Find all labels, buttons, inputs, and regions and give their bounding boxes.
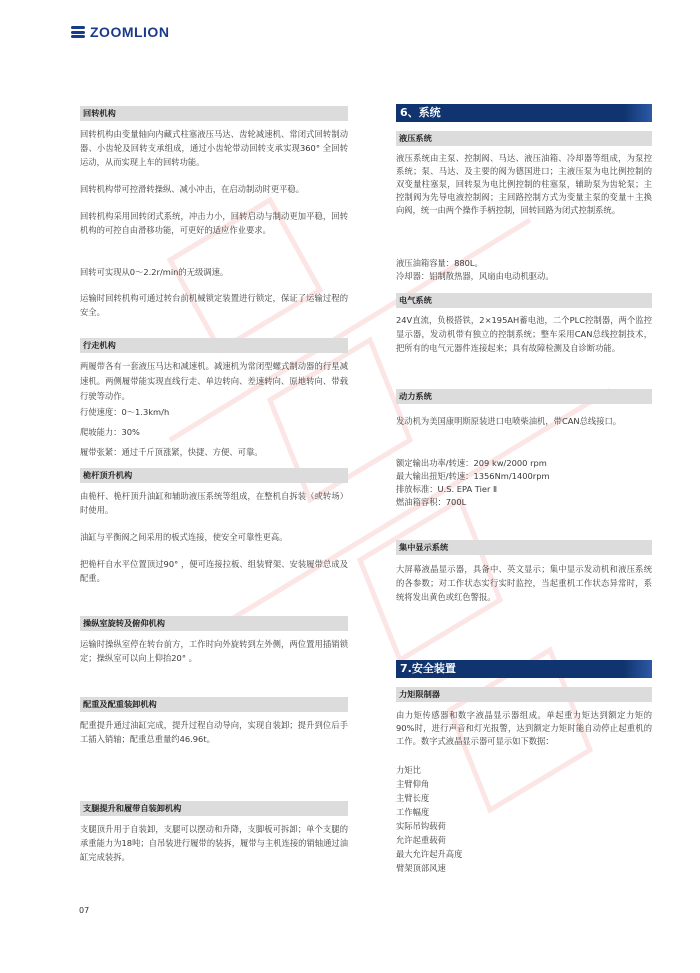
- mast-section-title: 桅杆顶升机构: [80, 468, 348, 483]
- hydraulic-tank: 液压油箱容量：880L。: [396, 258, 483, 268]
- power-emission: 排放标准：U.S. EPA Tier Ⅱ: [396, 484, 498, 494]
- power-rated-output: 额定输出功率/转速：209 kw/2000 rpm: [396, 458, 547, 468]
- lmi-list-item: 主臂仰角: [396, 779, 430, 789]
- hydraulic-section-title: 液压系统: [396, 131, 652, 146]
- zoomlion-logo-icon: [71, 26, 85, 38]
- travel-grade: 爬坡能力：30%: [80, 427, 140, 437]
- display-section-title: 集中显示系统: [396, 540, 652, 555]
- electrical-paragraph: 24V直流，负极搭铁，2×195AH蓄电池，二个PLC控制器，两个监控显示器，发动机带有独立的控制系统；整车采用CAN总线控制技术，把所有的电气元器件连接起来；具有故障检测及自诊断功能。: [396, 315, 652, 353]
- mast-paragraph-3: 把桅杆自水平位置顶过90° ，便可连接拉板、组装臂架、安装履带总成及配重。: [80, 559, 348, 583]
- lmi-list-item: 允许起重载荷: [396, 835, 446, 845]
- brand-name: ZOOMLION: [90, 24, 170, 40]
- lmi-list-item: 臂架顶部风速: [396, 863, 446, 873]
- travel-speed: 行使速度：0～1.3km/h: [80, 407, 170, 417]
- lmi-list-item: 最大允许起升高度: [396, 849, 463, 859]
- slew-paragraph-4: 回转可实现从0～2.2r/min的无级调速。: [80, 267, 229, 277]
- hydraulic-paragraph: 液压系统由主泵、控制阀、马达、液压油箱、冷却器等组成，为泵控系统；泵、马达、及主要的阀为德国进口；主液压泵为电比例控制的双变量柱塞泵，回转泵为电比例控制的柱塞泵，辅助泵为齿轮泵；主控制阀为先导电液控制阀；主回路控制方式为变量主泵的变量＋主换向阀，统一由两个操作手柄控制，回转回路为闭式控制系统。: [396, 153, 652, 215]
- slew-paragraph-2: 回转机构带可控滑转操纵、减小冲击，在启动制动时更平稳。: [80, 184, 305, 194]
- travel-paragraph: 两履带各有一套液压马达和减速机。减速机为常闭型螺式制动器的行星减速机。两侧履带能实现直线行走、单边转向、差速转向、原地转向、带载行驶等动作。: [80, 361, 348, 401]
- brand-logo: [71, 24, 169, 40]
- cab-paragraph: 运输时操纵室停在转台前方，工作时向外旋转到左外侧，两位置用插销锁定；操纵室可以向上仰抬20° 。: [80, 639, 348, 663]
- travel-section-title: 行走机构: [80, 338, 348, 353]
- jack-section-title: 支腿提升和履带自装卸机构: [80, 801, 348, 816]
- display-paragraph: 大屏幕液晶显示器，具备中、英文显示；集中显示发动机和液压系统的各参数；对工作状态实行实时监控，当起重机工作状态异常时，系统将发出黄色或红色警报。: [396, 564, 652, 602]
- cab-section-title: 操纵室旋转及俯仰机构: [80, 616, 348, 631]
- lmi-list-item: 工作幅度: [396, 807, 430, 817]
- jack-paragraph: 支腿顶升用于自装卸，支腿可以摆动和升降，支脚板可拆卸；单个支腿的承重能力为18吨；自吊装进行履带的装拆，履带与主机连接的销轴通过油缸完成装拆。: [80, 824, 348, 862]
- lmi-section-title: 力矩限制器: [396, 687, 652, 702]
- power-max-torque: 最大输出扭矩/转速：1356Nm/1400rpm: [396, 471, 550, 481]
- hydraulic-cooler: 冷却器：铝制散热器，风扇由电动机驱动。: [396, 271, 554, 281]
- travel-tension: 履带张紧：通过千斤顶涨紧，快捷、方便、可靠。: [80, 447, 263, 457]
- power-section-title: 动力系统: [396, 389, 652, 404]
- electrical-section-title: 电气系统: [396, 293, 652, 308]
- slew-paragraph-1: 回转机构由变量轴向内藏式柱塞液压马达、齿轮减速机、常闭式回转制动器、小齿轮及回转支承组成，通过小齿轮带动回转支承实现360° 全回转运动，从而实现上车的回转功能。: [80, 129, 348, 167]
- slew-paragraph-3: 回转机构采用回转闭式系统，冲击力小，回转启动与制动更加平稳，回转机构的可控自由滑移功能，可更好的适应作业要求。: [80, 211, 348, 235]
- lmi-list-item: 主臂长度: [396, 793, 430, 803]
- power-paragraph: 发动机为美国康明斯原装进口电喷柴油机，带CAN总线接口。: [396, 416, 622, 426]
- power-fuel-tank: 燃油箱容积：700L: [396, 497, 467, 507]
- lmi-paragraph: 由力矩传感器和数字液晶显示器组成。单起重力矩达到额定力矩的90%时，进行声音和灯光报警，达到额定力矩时能自动停止起重机的工作。数字式液晶显示器可显示如下数据：: [396, 710, 652, 746]
- mast-paragraph-2: 油缸与平衡阀之间采用的板式连接，使安全可靠性更高。: [80, 532, 288, 542]
- page-number: 07: [79, 906, 90, 915]
- lmi-list-item: 力矩比: [396, 765, 421, 775]
- lmi-list-item: 实际吊钩载荷: [396, 821, 446, 831]
- chapter-6-title: 6、系统: [396, 104, 652, 122]
- slew-paragraph-5: 运输时回转机构可通过转台前机械锁定装置进行锁定，保证了运输过程的安全。: [80, 293, 348, 317]
- slew-section-title: 回转机构: [80, 106, 348, 121]
- counterweight-paragraph: 配重提升通过油缸完成，提升过程自动导向，实现自装卸；提升到位后手工插入销轴；配重总重量约46.96t。: [80, 720, 348, 744]
- counterweight-section-title: 配重及配重装卸机构: [80, 697, 348, 712]
- chapter-7-title: 7.安全装置: [396, 660, 652, 678]
- mast-paragraph-1: 由桅杆、桅杆顶升油缸和辅助液压系统等组成，在整机自拆装（或转场）时使用。: [80, 491, 348, 515]
